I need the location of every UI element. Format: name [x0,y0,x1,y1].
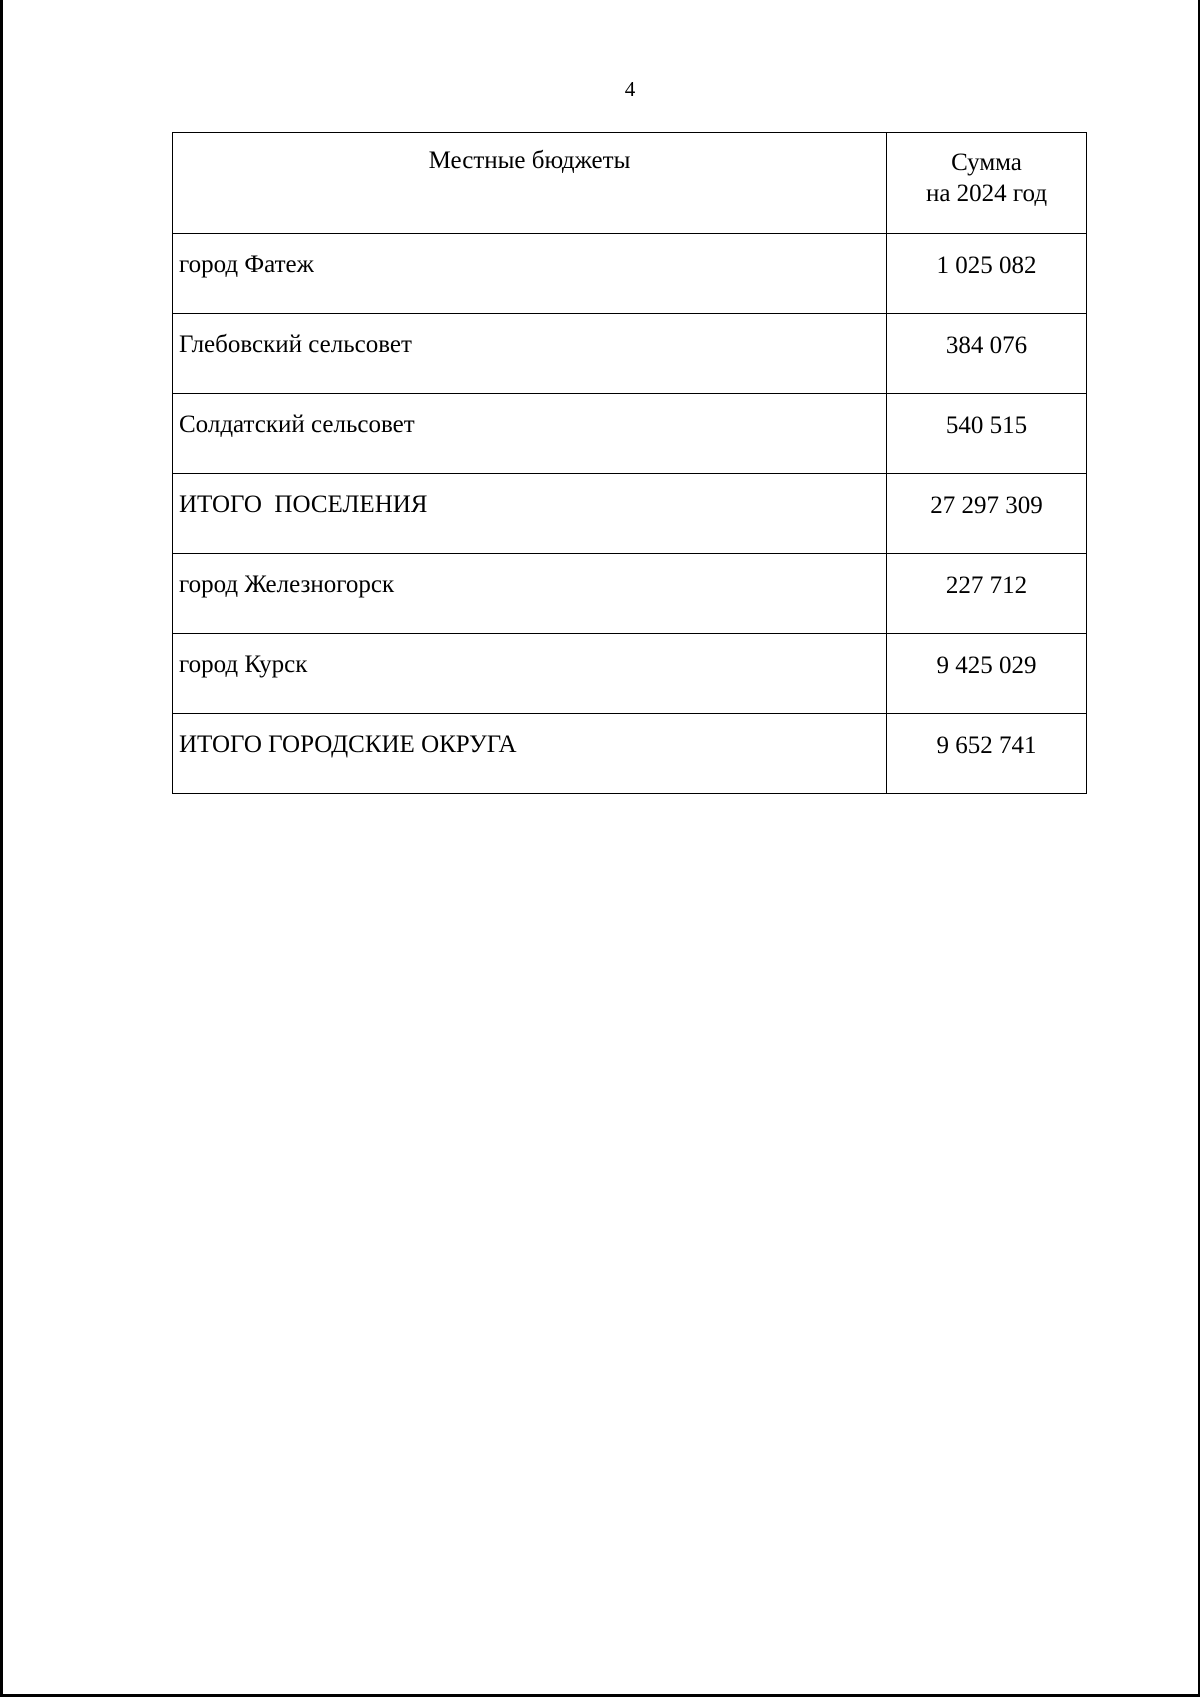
row-name-cell: ИТОГО ПОСЕЛЕНИЯ [173,474,887,554]
table-row-subtotal [173,474,1087,554]
row-sum-cell: 227 712 [887,554,1087,634]
column-header-local-budgets: Местные бюджеты [173,133,887,234]
table-row [173,634,1087,714]
row-sum-cell: 384 076 [887,314,1087,394]
row-sum-cell: 9 425 029 [887,634,1087,714]
column-header-sum [887,133,1087,234]
page-number: 4 [624,77,636,101]
row-name-cell: город Курск [173,634,887,714]
row-sum-cell: 1 025 082 [887,234,1087,314]
row-name-cell: город Железногорск [173,554,887,634]
scan-edge-left [0,0,3,1697]
row-name-cell: Солдатский сельсовет [173,394,887,474]
column-header-sum-line1: Сумма [951,149,1022,176]
row-name-cell: ИТОГО ГОРОДСКИЕ ОКРУГА [173,714,887,794]
row-sum-cell: 9 652 741 [887,714,1087,794]
table-header-row [173,133,1087,234]
table-row [173,554,1087,634]
row-name-cell: город Фатеж [173,234,887,314]
column-header-sum-line2: на 2024 год [925,180,1048,207]
row-name-cell: Глебовский сельсовет [173,314,887,394]
table-row-subtotal [173,714,1087,794]
table-row [173,234,1087,314]
budget-table [172,132,1087,794]
row-sum-cell: 540 515 [887,394,1087,474]
row-sum-cell: 27 297 309 [887,474,1087,554]
table-row [173,314,1087,394]
table-row [173,394,1087,474]
